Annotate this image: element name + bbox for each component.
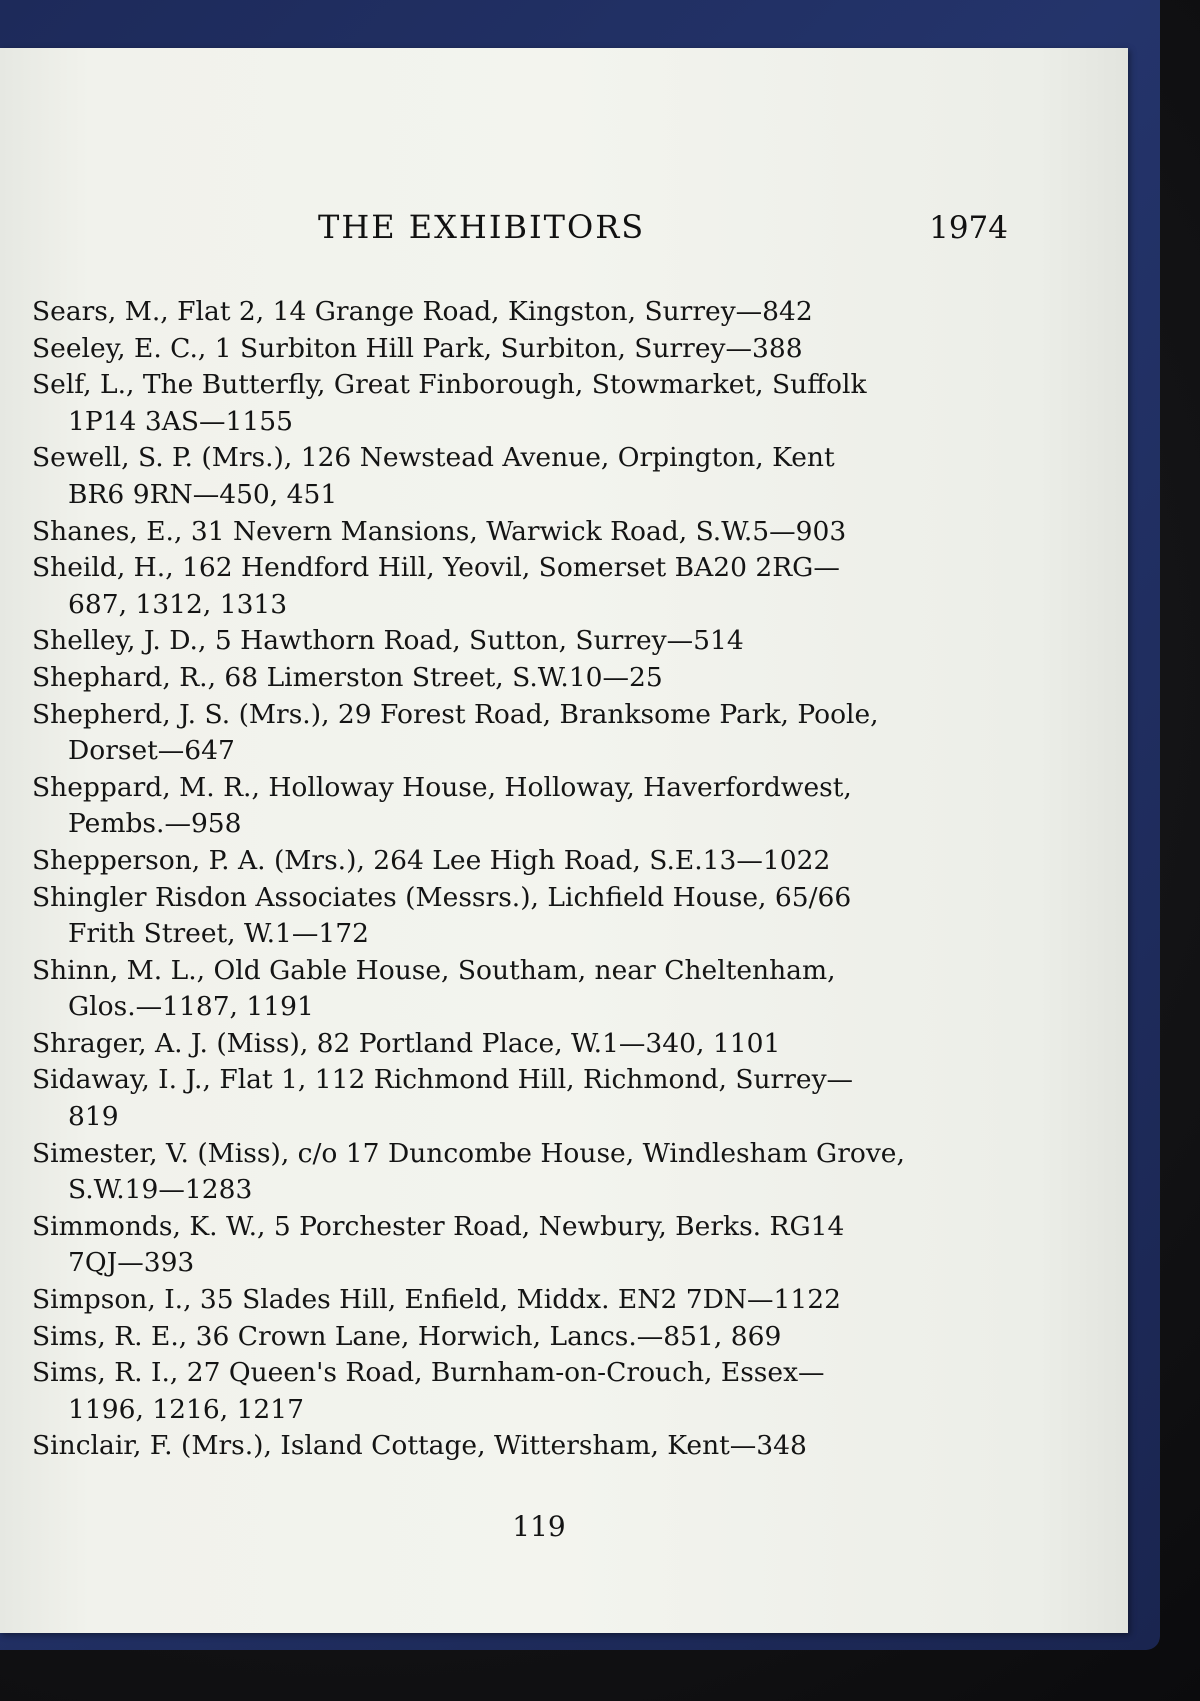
list-item: Self, L., The Butterfly, Great Finborough, Stowmarket, Suffolk [32,369,867,401]
list-item-continuation: 7QJ—393 [68,1247,195,1279]
list-item: Sewell, S. P. (Mrs.), 126 Newstead Avenue, Orpington, Kent [32,442,835,474]
list-item-continuation: Dorset—647 [68,735,235,767]
list-item: Sims, R. E., 36 Crown Lane, Horwich, Lancs.—851, 869 [32,1320,782,1352]
list-item: Sheild, H., 162 Hendford Hill, Yeovil, Somerset BA20 2RG— [32,552,840,584]
list-item: Shinn, M. L., Old Gable House, Southam, near Cheltenham, [32,954,836,986]
list-item-continuation: 819 [68,1101,119,1133]
list-item: Shanes, E., 31 Nevern Mansions, Warwick Road, S.W.5—903 [32,515,847,547]
list-item: Simpson, I., 35 Slades Hill, Enfield, Middx. EN2 7DN—1122 [32,1284,841,1316]
list-item: Shingler Risdon Associates (Messrs.), Lichfield House, 65/66 [32,881,852,913]
list-item-continuation: 1196, 1216, 1217 [68,1393,305,1425]
list-item: Shelley, J. D., 5 Hawthorn Road, Sutton, Surrey—514 [32,625,744,657]
list-item: Shrager, A. J. (Miss), 82 Portland Place, W.1—340, 1101 [32,1027,781,1059]
header-year: 1974 [929,210,1008,246]
list-item: Seeley, E. C., 1 Surbiton Hill Park, Surbiton, Surrey—388 [32,332,803,364]
list-item: Sheppard, M. R., Holloway House, Holloway, Haverfordwest, [32,771,852,803]
list-item-continuation: BR6 9RN—450, 451 [68,478,338,510]
book-page [0,48,1128,1633]
list-item: Sinclair, F. (Mrs.), Island Cottage, Wittersham, Kent—348 [32,1430,807,1462]
page-title: THE EXHIBITORS [318,208,646,246]
list-item-continuation: 1P14 3AS—1155 [68,405,293,437]
list-item: Simmonds, K. W., 5 Porchester Road, Newbury, Berks. RG14 [32,1210,845,1242]
exhibitor-list [32,294,1018,1465]
list-item: Sidaway, I. J., Flat 1, 112 Richmond Hill, Richmond, Surrey— [32,1064,854,1096]
running-header [0,208,1128,258]
list-item-continuation: 687, 1312, 1313 [68,588,288,620]
list-item: Sims, R. I., 27 Queen's Road, Burnham-on-Crouch, Essex— [32,1357,825,1389]
page-number: 119 [512,1510,566,1543]
list-item: Shephard, R., 68 Limerston Street, S.W.10—25 [32,661,663,693]
list-item-continuation: Frith Street, W.1—172 [68,918,369,950]
list-item-continuation: S.W.19—1283 [68,1174,253,1206]
list-item: Shepperson, P. A. (Mrs.), 264 Lee High Road, S.E.13—1022 [32,844,831,876]
list-item-continuation: Pembs.—958 [68,808,242,840]
list-item: Simester, V. (Miss), c/o 17 Duncombe House, Windlesham Grove, [32,1137,905,1169]
list-item: Shepherd, J. S. (Mrs.), 29 Forest Road, Branksome Park, Poole, [32,698,879,730]
list-item-continuation: Glos.—1187, 1191 [68,991,314,1023]
list-item: Sears, M., Flat 2, 14 Grange Road, Kingston, Surrey—842 [32,296,813,327]
